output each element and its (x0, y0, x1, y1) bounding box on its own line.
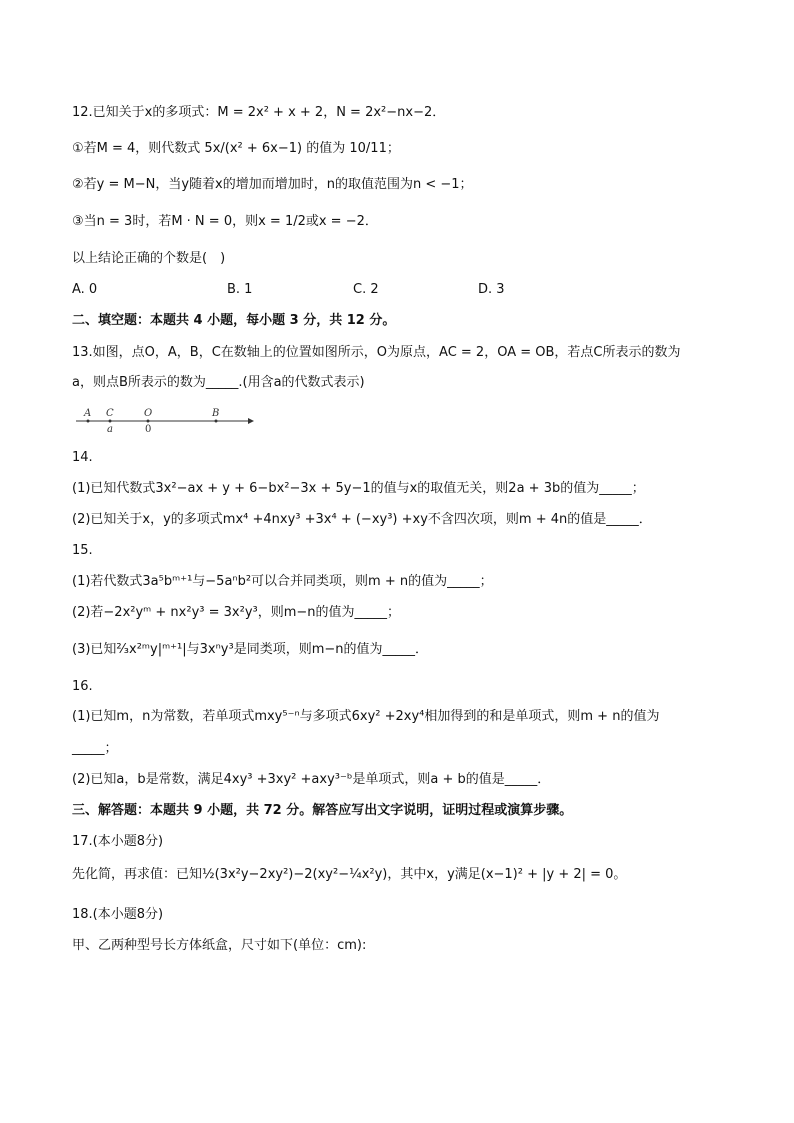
number-line-figure (76, 404, 256, 434)
q18-body: 甲、乙两种型号长方体纸盒，尺寸如下(单位：cm): (72, 938, 367, 953)
q13-line-1: 13.如图，点O，A，B，C在数轴上的位置如图所示，O为原点，AC = 2，OA = OB，若点C所表示的数为 (72, 345, 681, 360)
q15-part-3: (3)已知²⁄₃x²ᵐy|ᵐ⁺¹|与3xⁿy³是同类项，则m−n的值为_____． (72, 642, 428, 657)
q12-option-c: C. 2 (353, 282, 379, 297)
point-a-dot (87, 420, 90, 423)
q17-title: 17.(本小题8分) (72, 834, 164, 849)
q13-line-2: a，则点B所表示的数为_____.(用含a的代数式表示) (72, 375, 365, 390)
q17-body: 先化简，再求值：已知½(3x²y−2xy²)−2(xy²−¼x²y)，其中x，y满足(x−1)² + |y + 2| = 0。 (72, 867, 627, 882)
q15-part-2: (2)若−2x²yᵐ + nx²y³ = 3x²y³，则m−n的值为_____； (72, 605, 401, 620)
value-zero-label: 0 (145, 424, 152, 434)
q18-title: 18.(本小题8分) (72, 907, 164, 922)
point-c-dot (109, 420, 112, 423)
value-a-label: a (107, 424, 113, 434)
section-2-header: 二、填空题：本题共 4 小题，每小题 3 分，共 12 分。 (72, 313, 396, 328)
q16-part-2: (2)已知a，b是常数，满足4xy³ +3xy² +axy³⁻ᵇ是单项式，则a + b的值是_____． (72, 772, 551, 787)
q14-number: 14. (72, 450, 93, 465)
q16-part-1b: _____； (72, 741, 118, 756)
point-o-label: O (144, 408, 153, 419)
q16-number: 16. (72, 679, 93, 694)
point-o-dot (147, 420, 150, 423)
q12-option-d: D. 3 (478, 282, 505, 297)
q15-part-1: (1)若代数式3a⁵bᵐ⁺¹与−5aⁿb²可以合并同类项，则m + n的值为_____； (72, 574, 493, 589)
q12-option-b: B. 1 (227, 282, 253, 297)
q12-statement-1: ①若M = 4，则代数式 5x/(x² + 6x−1) 的值为 10/11； (72, 141, 400, 156)
q12-option-a: A. 0 (72, 282, 98, 297)
q14-part-2: (2)已知关于x，y的多项式mx⁴ +4nxy³ +3x⁴ + (−xy³) +xy不含四次项，则m + 4n的值是_____． (72, 512, 652, 527)
q15-number: 15. (72, 543, 93, 558)
point-a-label: A (84, 408, 92, 419)
section-3-header: 三、解答题：本题共 9 小题，共 72 分。解答应写出文字说明，证明过程或演算步骤。 (72, 803, 573, 818)
point-c-label: C (106, 408, 114, 419)
q12-question: 以上结论正确的个数是( ) (72, 251, 226, 266)
q12-statement-3: ③当n = 3时，若M · N = 0，则x = 1/2或x = −2． (72, 214, 378, 229)
q12-stem: 12.已知关于x的多项式：M = 2x² + x + 2，N = 2x²−nx−2． (72, 105, 446, 120)
q12-statement-2: ②若y = M−N，当y随着x的增加而增加时，n的取值范围为n < −1； (72, 177, 473, 192)
q14-part-1: (1)已知代数式3x²−ax + y + 6−bx²−3x + 5y−1的值与x的取值无关，则2a + 3b的值为_____； (72, 481, 645, 496)
point-b-label: B (212, 408, 220, 419)
point-b-dot (215, 420, 218, 423)
q16-part-1a: (1)已知m，n为常数，若单项式mxy⁵⁻ⁿ与多项式6xy² +2xy⁴相加得到的和是单项式，则m + n的值为 (72, 709, 660, 724)
arrow-icon (248, 418, 254, 424)
